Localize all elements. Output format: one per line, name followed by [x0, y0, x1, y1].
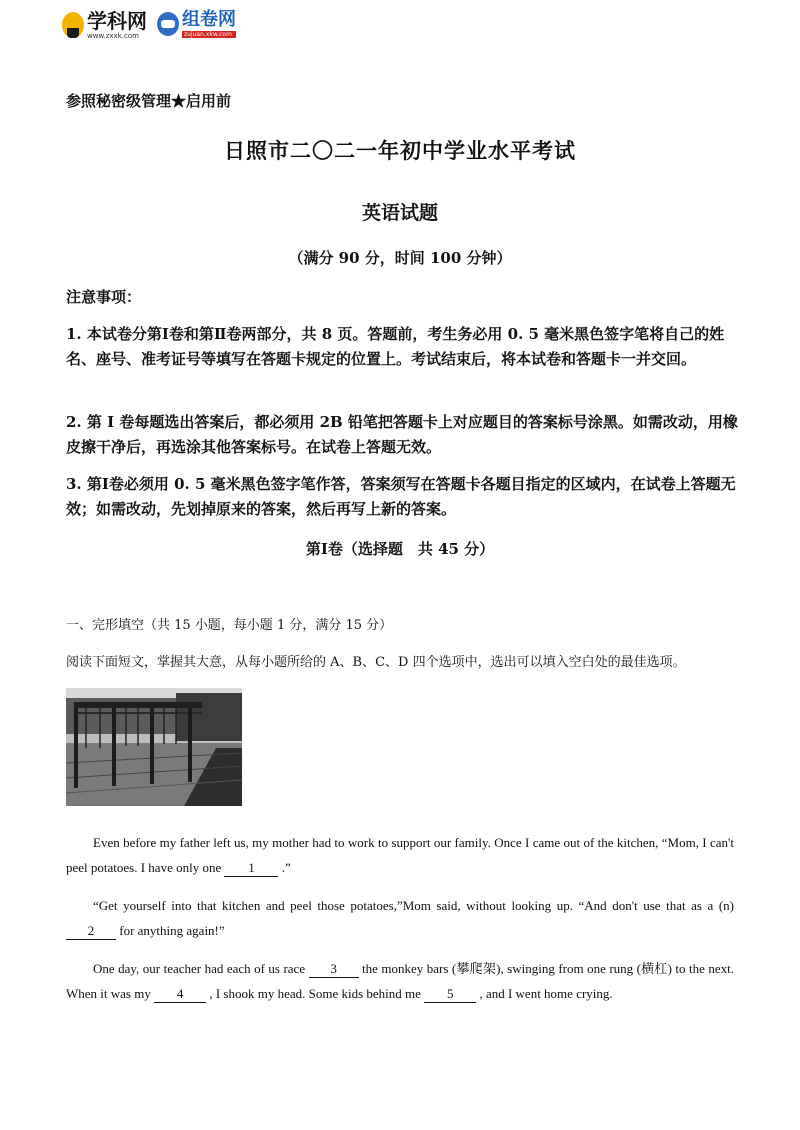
text-run: for anything again!” [116, 923, 225, 938]
text-run: , I shook my head. Some kids behind me [206, 986, 425, 1001]
text-run: One day, our teacher had each of us race [93, 961, 309, 976]
exam-title: 日照市二〇二一年初中学业水平考试 [224, 138, 576, 163]
text-run: the monkey bars (攀爬架), swinging from one rung (横杠) to the next. When it was my [66, 961, 735, 1001]
exam-subtitle: 英语试题 [361, 202, 438, 224]
section-heading: 一、完形填空（共 15 小题，每小题 1 分，满分 15 分） [66, 618, 393, 633]
text-run: Even before my father left us, my mother had to work to support our family. Once I came out of the kitchen, “Mom, I can't peel potatoes. I have only one [66, 835, 734, 875]
secret-label: 参照秘密级管理★启用前 [66, 92, 232, 110]
blank-4: 4 [154, 985, 206, 1003]
passage-photo [66, 688, 242, 806]
part-title: 第Ⅰ卷（选择题 共 45 分） [305, 540, 495, 558]
mascot-icon [157, 12, 179, 36]
text-run: .” [278, 860, 291, 875]
text-run: , and I went home crying. [476, 986, 613, 1001]
blank-2: 2 [66, 922, 116, 940]
logo-name: 组卷网 [182, 9, 236, 30]
logo-zujuanwang[interactable] [153, 10, 236, 38]
logo-name: 学科网 [87, 9, 147, 33]
blank-5: 5 [424, 985, 476, 1003]
logo-tag: zujuan.xkw.com [182, 31, 236, 38]
passage-paragraph [66, 893, 734, 943]
score-info: （满分 90 分，时间 100 分钟） [288, 249, 512, 267]
passage-paragraph [66, 956, 734, 1006]
notice-heading: 注意事项： [66, 288, 142, 306]
section-instruction: 阅读下面短文，掌握其大意，从每小题所给的 A、B、C、D 四个选项中，选出可以填入空白处的最佳选项。 [66, 655, 686, 670]
notice-item: 3. 第Ⅰ卷必须用 0. 5 毫米黑色签字笔作答，答案须写在答题卡各题目指定的区域内，在试卷上答题无效；如需改动，先划掉原来的答案，然后再写上新的答案。 [66, 475, 736, 518]
logo-xuekewang[interactable] [62, 10, 147, 40]
logo-url: www.zxxk.com [87, 32, 139, 40]
blank-3: 3 [309, 960, 359, 978]
site-header [62, 10, 236, 44]
notice-item: 2. 第 I 卷每题选出答案后，都必须用 2B 铅笔把答题卡上对应题目的答案标号涂黑。如需改动，用橡皮擦干净后，再选涂其他答案标号。在试卷上答题无效。 [66, 413, 738, 456]
blank-1: 1 [224, 859, 278, 877]
text-run: “Get yourself into that kitchen and peel those potatoes,”Mom said, without looking up. “And don't use that as a (n) [93, 898, 734, 913]
notice-item: 1. 本试卷分第Ⅰ卷和第Ⅱ卷两部分，共 8 页。答题前，考生务必用 0. 5 毫米黑色签字笔将自己的姓名、座号、准考证号等填写在答题卡规定的位置上。考试结束后，将本试卷和答题卡一并交回。 [66, 325, 725, 368]
owl-mascot-icon [62, 12, 84, 38]
passage-paragraph [66, 830, 734, 880]
